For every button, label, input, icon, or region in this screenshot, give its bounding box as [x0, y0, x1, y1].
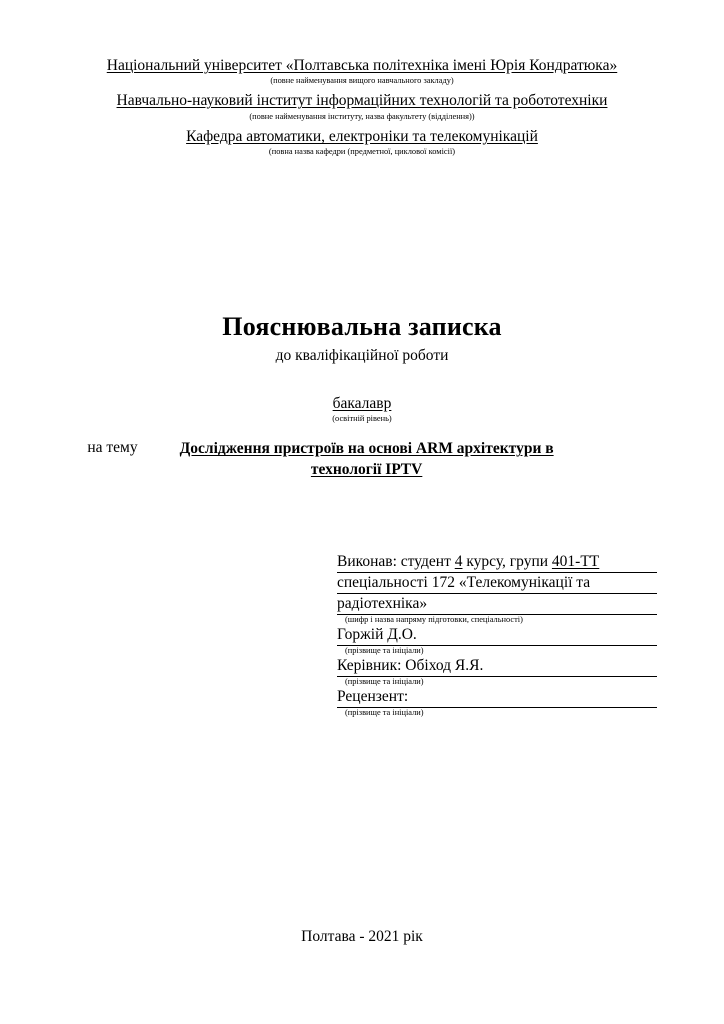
- reviewer-note: (прізвище та ініціали): [345, 708, 424, 718]
- theme-label: на тему: [87, 439, 138, 457]
- degree-level: бакалавр: [332, 395, 392, 413]
- speciality-note: (шифр і назва напряму підготовки, спеціальності): [345, 615, 523, 625]
- institute-note: (повне найменування інституту, назва факультету (відділення)): [249, 111, 475, 121]
- author-line-course-group: [337, 552, 657, 573]
- student-name: Горжій Д.О.: [337, 625, 657, 646]
- author-mid: курсу, групи: [462, 552, 552, 570]
- spacer-lower: [52, 480, 672, 552]
- spacer-top: [52, 162, 672, 312]
- speciality-line-cont: радіотехніка»: [337, 594, 657, 615]
- university-note: (повне найменування вищого навчального закладу): [270, 76, 454, 86]
- group-value: 401-ТТ: [551, 552, 600, 570]
- student-note: (прізвище та ініціали): [345, 646, 424, 656]
- document-title: Пояснювальна записка: [222, 312, 502, 342]
- institute-name: Навчально-науковий інститут інформаційних технологій та робототехніки: [116, 92, 608, 110]
- theme-row: [52, 439, 672, 479]
- department-name: Кафедра автоматики, електроніки та телекомунікацій: [186, 127, 538, 145]
- course-value: 4: [454, 552, 463, 570]
- degree-note: (освітній рівень): [332, 414, 392, 424]
- spacer-mid: [52, 365, 672, 395]
- header-block: [52, 56, 672, 157]
- author-block: [337, 552, 657, 718]
- theme-value: Дослідження пристроїв на основі ARM архітектури в технології IPTV: [179, 440, 554, 478]
- supervisor-note: (прізвище та ініціали): [345, 677, 424, 687]
- reviewer-name: Рецензент:: [337, 687, 657, 708]
- university-name: Національний університет «Полтавська політехніка імені Юрія Кондратюка»: [106, 57, 618, 74]
- speciality-line: спеціальності 172 «Телекомунікації та: [337, 573, 657, 594]
- supervisor-name: Керівник: Обіход Я.Я.: [337, 656, 657, 677]
- department-note: (повна назва кафедри (предметної, циклової комісії): [268, 147, 456, 157]
- document-subtitle: до кваліфікаційної роботи: [275, 347, 449, 365]
- author-prefix: Виконав: студент: [337, 552, 455, 570]
- document-footer: Полтава - 2021 рік: [301, 928, 423, 945]
